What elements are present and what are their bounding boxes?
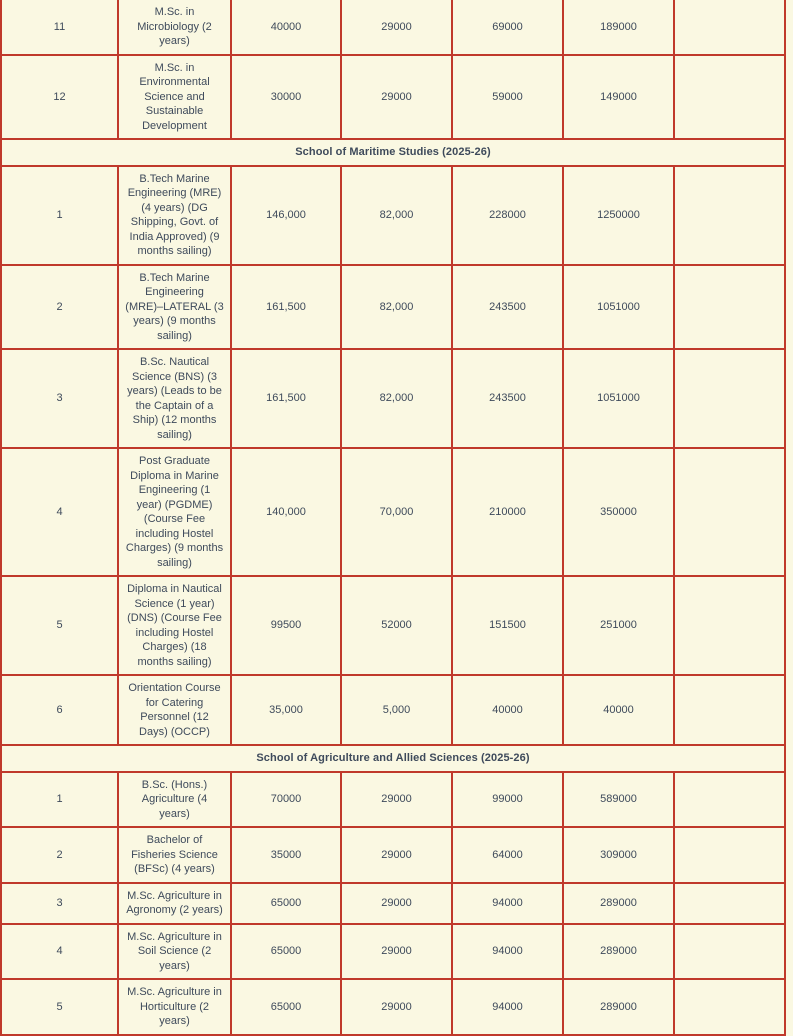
table-cell-c5 (675, 266, 786, 351)
table-cell-sn: 2 (0, 828, 119, 884)
table-cell-c1: 161,500 (232, 266, 342, 351)
table-cell-course: B.Sc. (Hons.) Agriculture (4 years) (119, 773, 232, 829)
table-cell-c1: 65000 (232, 980, 342, 1036)
table-cell-c2: 82,000 (342, 350, 453, 449)
section-header-title: School of Agriculture and Allied Sciences (2025-26) (0, 746, 786, 773)
table-cell-course: M.Sc. in Microbiology (2 years) (119, 0, 232, 56)
table-cell-sn: 6 (0, 676, 119, 746)
table-cell-c1: 30000 (232, 56, 342, 141)
table-cell-c5 (675, 980, 786, 1036)
table-cell-course: M.Sc. in Environmental Science and Sustainable Development (119, 56, 232, 141)
table-row (0, 773, 786, 829)
table-cell-c4: 350000 (564, 449, 675, 577)
table-cell-sn: 12 (0, 56, 119, 141)
table-cell-c1: 35000 (232, 828, 342, 884)
table-cell-c5 (675, 577, 786, 676)
table-cell-sn: 5 (0, 577, 119, 676)
table-cell-course: M.Sc. Agriculture in Horticulture (2 years) (119, 980, 232, 1036)
section-header-row (0, 746, 786, 773)
table-cell-c5 (675, 828, 786, 884)
table-cell-c2: 29000 (342, 773, 453, 829)
table-cell-course: B.Tech Marine Engineering (MRE)–LATERAL (3 years) (9 months sailing) (119, 266, 232, 351)
table-cell-course: M.Sc. Agriculture in Soil Science (2 years) (119, 925, 232, 981)
table-cell-c4: 251000 (564, 577, 675, 676)
table-cell-course: B.Sc. Nautical Science (BNS) (3 years) (Leads to be the Captain of a Ship) (12 months sailing) (119, 350, 232, 449)
table-row (0, 266, 786, 351)
table-cell-c1: 40000 (232, 0, 342, 56)
table-cell-c5 (675, 884, 786, 925)
table-cell-c2: 52000 (342, 577, 453, 676)
table-cell-c5 (675, 350, 786, 449)
table-row (0, 980, 786, 1036)
table-cell-c4: 149000 (564, 56, 675, 141)
table-cell-course: Post Graduate Diploma in Marine Engineering (1 year) (PGDME) (Course Fee including Hostel Charges) (9 months sailing) (119, 449, 232, 577)
table-cell-c1: 99500 (232, 577, 342, 676)
table-cell-c4: 1051000 (564, 266, 675, 351)
table-cell-c3: 243500 (453, 350, 564, 449)
table-cell-c1: 65000 (232, 884, 342, 925)
table-row (0, 676, 786, 746)
table-cell-c5 (675, 0, 786, 56)
table-cell-c4: 1250000 (564, 167, 675, 266)
table-cell-c2: 29000 (342, 0, 453, 56)
table-cell-c5 (675, 56, 786, 141)
table-cell-c5 (675, 676, 786, 746)
table-cell-sn: 2 (0, 266, 119, 351)
table-cell-c3: 228000 (453, 167, 564, 266)
table-cell-c3: 243500 (453, 266, 564, 351)
section-header-row (0, 140, 786, 167)
table-cell-c3: 40000 (453, 676, 564, 746)
table-cell-c2: 5,000 (342, 676, 453, 746)
table-cell-course: M.Sc. Agriculture in Agronomy (2 years) (119, 884, 232, 925)
table-cell-sn: 4 (0, 449, 119, 577)
table-row (0, 449, 786, 577)
table-row (0, 350, 786, 449)
table-cell-c2: 29000 (342, 980, 453, 1036)
table-cell-c2: 82,000 (342, 167, 453, 266)
table-cell-c4: 309000 (564, 828, 675, 884)
table-cell-c3: 59000 (453, 56, 564, 141)
table-cell-c4: 289000 (564, 884, 675, 925)
table-cell-c2: 70,000 (342, 449, 453, 577)
table-cell-sn: 5 (0, 980, 119, 1036)
table-cell-c3: 94000 (453, 925, 564, 981)
table-cell-c4: 1051000 (564, 350, 675, 449)
table-cell-course: Bachelor of Fisheries Science (BFSc) (4 years) (119, 828, 232, 884)
table-cell-c3: 210000 (453, 449, 564, 577)
table-cell-c1: 70000 (232, 773, 342, 829)
table-row (0, 828, 786, 884)
table-cell-c5 (675, 773, 786, 829)
table-cell-sn: 4 (0, 925, 119, 981)
table-cell-c2: 29000 (342, 828, 453, 884)
table-cell-c2: 29000 (342, 925, 453, 981)
table-cell-c5 (675, 449, 786, 577)
table-row (0, 167, 786, 266)
table-cell-c3: 69000 (453, 0, 564, 56)
table-cell-c3: 94000 (453, 884, 564, 925)
table-cell-c4: 40000 (564, 676, 675, 746)
table-cell-sn: 11 (0, 0, 119, 56)
table-cell-sn: 1 (0, 167, 119, 266)
table-cell-c1: 35,000 (232, 676, 342, 746)
table-cell-course: Orientation Course for Catering Personnel (12 Days) (OCCP) (119, 676, 232, 746)
table-cell-c4: 289000 (564, 980, 675, 1036)
table-cell-c3: 99000 (453, 773, 564, 829)
table-cell-c3: 151500 (453, 577, 564, 676)
table-row (0, 56, 786, 141)
table-cell-c3: 64000 (453, 828, 564, 884)
table-cell-course: B.Tech Marine Engineering (MRE) (4 years) (DG Shipping, Govt. of India Approved) (9 months sailing) (119, 167, 232, 266)
table-cell-sn: 3 (0, 350, 119, 449)
table-cell-c4: 589000 (564, 773, 675, 829)
section-header-title: School of Maritime Studies (2025-26) (0, 140, 786, 167)
table-cell-c3: 94000 (453, 980, 564, 1036)
table-cell-sn: 3 (0, 884, 119, 925)
table-cell-c1: 161,500 (232, 350, 342, 449)
table-cell-c5 (675, 925, 786, 981)
table-cell-course: Diploma in Nautical Science (1 year) (DNS) (Course Fee including Hostel Charges) (18 months sailing) (119, 577, 232, 676)
table-cell-c2: 29000 (342, 884, 453, 925)
table-cell-c5 (675, 167, 786, 266)
table-cell-c4: 289000 (564, 925, 675, 981)
table-cell-c2: 29000 (342, 56, 453, 141)
table-row (0, 0, 786, 56)
table-cell-sn: 1 (0, 773, 119, 829)
table-cell-c2: 82,000 (342, 266, 453, 351)
table-cell-c1: 65000 (232, 925, 342, 981)
table-cell-c1: 146,000 (232, 167, 342, 266)
table-cell-c1: 140,000 (232, 449, 342, 577)
table-cell-c4: 189000 (564, 0, 675, 56)
table-row (0, 925, 786, 981)
table-row (0, 884, 786, 925)
table-row (0, 577, 786, 676)
